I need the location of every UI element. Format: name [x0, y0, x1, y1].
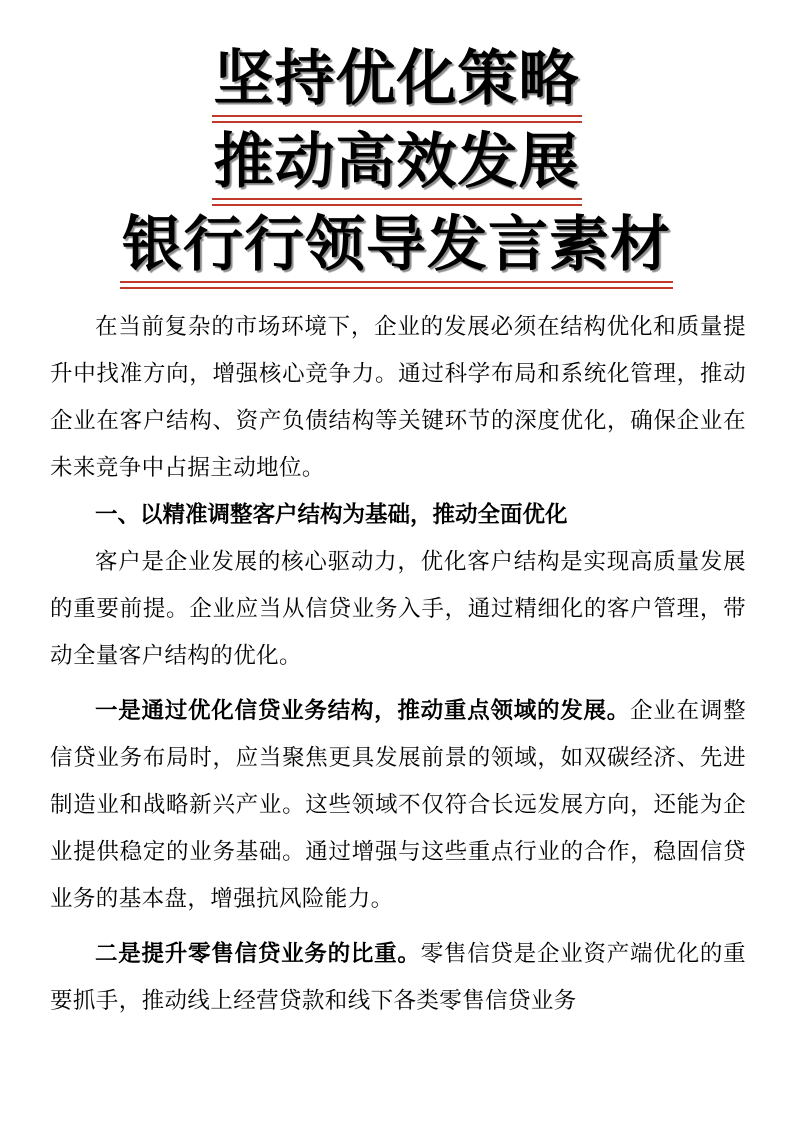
title-line-2-row: [0, 127, 793, 210]
document-body: [50, 304, 746, 1025]
title-line-3: 银行行领导发言素材: [120, 210, 673, 283]
title-line-1-row: [0, 44, 793, 127]
point-1-lead: 一是通过优化信贷业务结构，推动重点领域的发展。: [95, 698, 631, 724]
intro-paragraph: 在当前复杂的市场环境下，企业的发展必须在结构优化和质量提升中找准方向，增强核心竞争力。通过科学布局和系统化管理，推动企业在客户结构、资产负债结构等关键环节的深度优化，确保企业在未来竞争中占据主动地位。: [50, 314, 746, 481]
point-2-paragraph: [50, 931, 746, 1025]
title-line-2: 推动高效发展: [212, 127, 582, 200]
point-1-body: 企业在调整信贷业务布局时，应当聚焦更具发展前景的领域，如双碳经济、先进制造业和战略新兴产业。这些领域不仅符合长远发展方向，还能为企业提供稳定的业务基础。通过增强与这些重点行业的合作，稳固信贷业务的基本盘，增强抗风险能力。: [50, 698, 746, 912]
title-line-1: 坚持优化策略: [212, 44, 582, 117]
section-1-heading: 一、以精准调整客户结构为基础，推动全面优化: [95, 502, 568, 528]
section-1-paragraph: 客户是企业发展的核心驱动力，优化客户结构是实现高质量发展的重要前提。企业应当从信贷业务入手，通过精细化的客户管理，带动全量客户结构的优化。: [50, 549, 746, 669]
title-line-3-row: [0, 210, 793, 293]
point-2-lead: 二是提升零售信贷业务的比重。: [95, 941, 421, 967]
document-title: [0, 44, 793, 293]
point-2-body: 零售信贷是企业资产端优化的重要抓手，推动线上经营贷款和线下各类零售信贷业务: [50, 941, 746, 1014]
point-1-paragraph: [50, 688, 746, 923]
